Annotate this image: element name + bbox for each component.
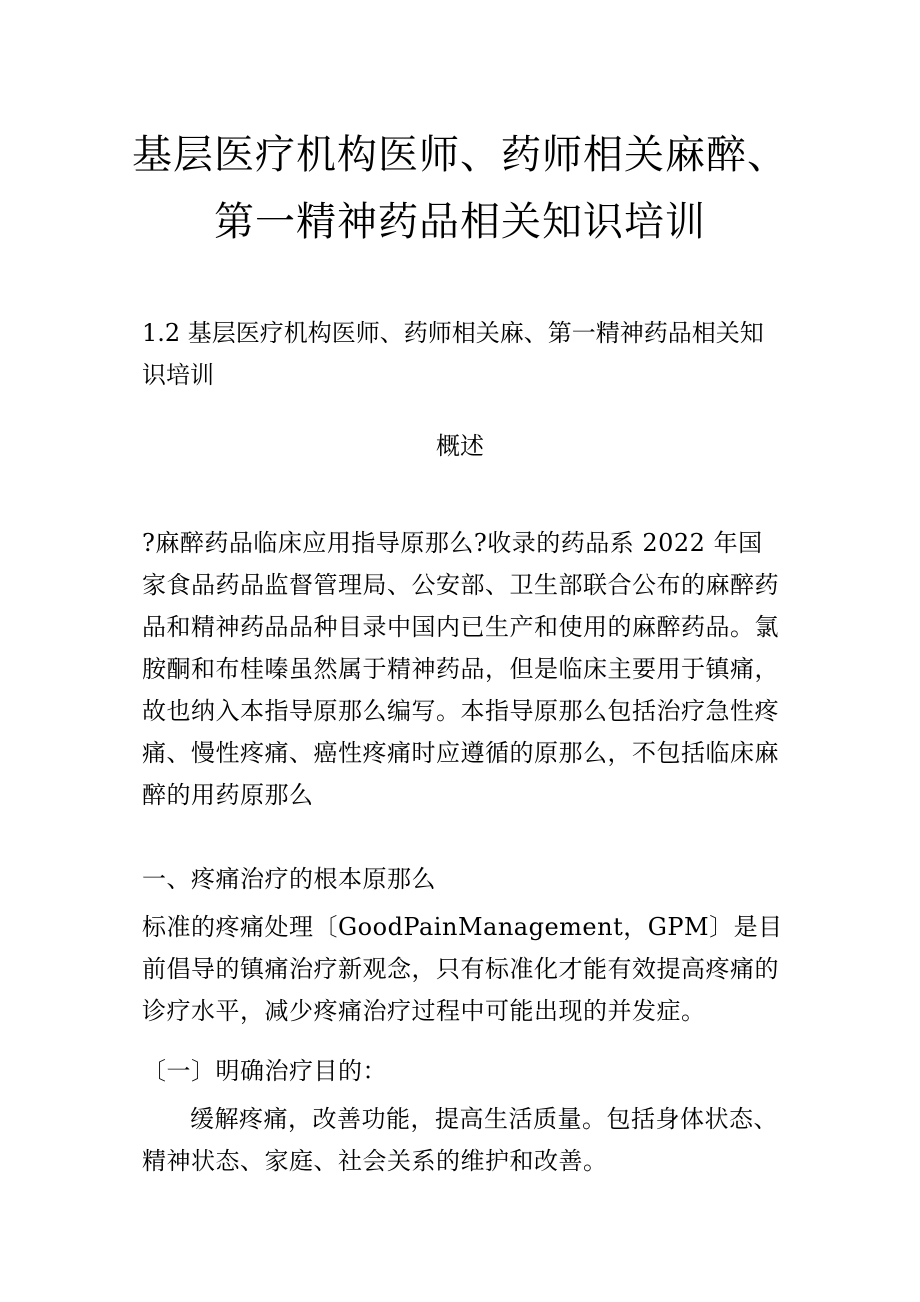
- subsection-heading-goals: 〔一〕明确治疗目的：: [142, 1057, 387, 1085]
- document-title-line2: 第一精神药品相关知识培训: [214, 199, 706, 245]
- document-title-line1: 基层医疗机构医师、药师相关麻醉、: [132, 132, 788, 178]
- section-heading-principles: 一、疼痛治疗的根本原那么: [142, 865, 436, 893]
- paragraph-intro: ?麻醉药品临床应用指导原那么?收录的药品系 2022 年国家食品药品监督管理局、公安部、卫生部联合公布的麻醉药品和精神药品品种目录中国内已生产和使用的麻醉药品。氯胺酮和布桂嗪虽然属于精神药品，但是临床主要用于镇痛，故也纳入本指导原那么编写。本指导原那么包括治疗急性疼痛、慢性疼痛、癌性疼痛时应遵循的原那么，不包括临床麻醉的用药原那么: [142, 529, 779, 809]
- section-subheading: 1.2 基层医疗机构医师、药师相关麻、第一精神药品相关知识培训: [142, 319, 764, 389]
- paragraph-goals: 缓解疼痛，改善功能，提高生活质量。包括身体状态、精神状态、家庭、社会关系的维护和改善。: [142, 1105, 778, 1175]
- paragraph-gpm: 标准的疼痛处理〔GoodPainManagement，GPM〕是目前倡导的镇痛治疗新观念，只有标准化才能有效提高疼痛的诊疗水平，减少疼痛治疗过程中可能出现的并发症。: [142, 913, 783, 1025]
- overview-heading: 概述: [436, 432, 484, 460]
